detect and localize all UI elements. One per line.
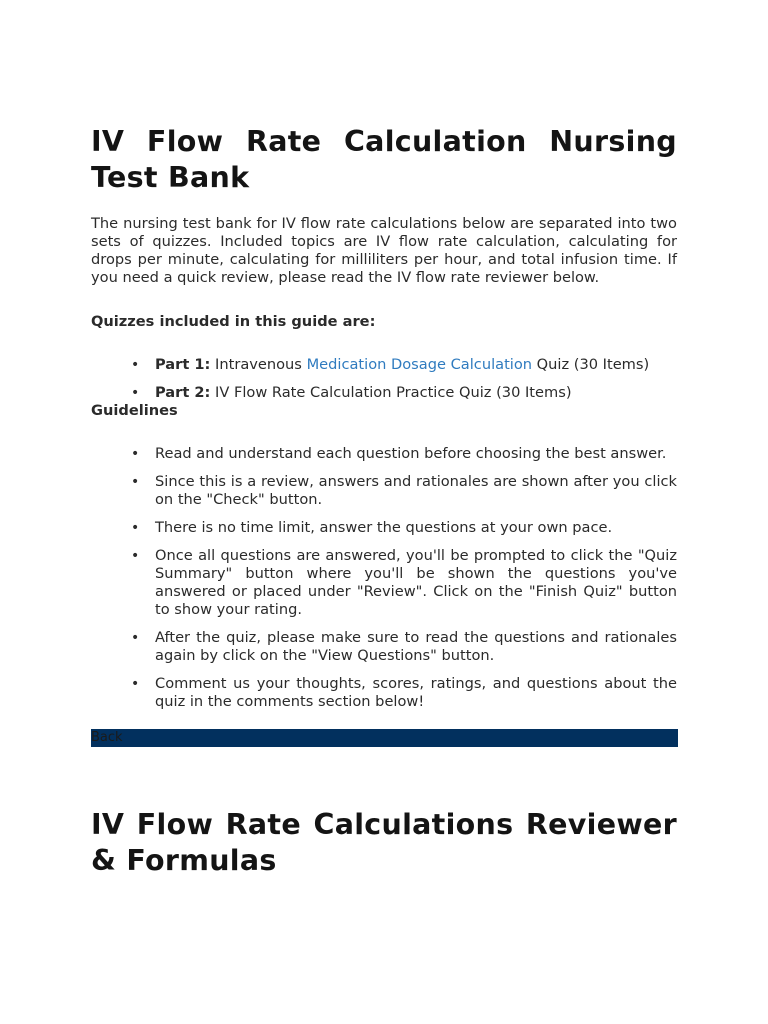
part-text: Quiz (30 Items): [532, 356, 650, 373]
guideline-text: After the quiz, please make sure to read the questions and rationales again by click on the "View Questions" button.: [155, 629, 677, 664]
bullet-icon: •: [131, 676, 140, 692]
medication-dosage-link[interactable]: Medication Dosage Calculation: [306, 356, 533, 373]
guideline-text: There is no time limit, answer the questions at your own pace.: [155, 519, 613, 536]
guideline-text: Comment us your thoughts, scores, ratings, and questions about the quiz in the comments section below!: [155, 675, 677, 710]
back-button[interactable]: [91, 729, 678, 747]
guidelines-heading: Guidelines: [91, 402, 178, 419]
guideline-text: Since this is a review, answers and rationales are shown after you click on the "Check" button.: [155, 473, 677, 508]
quiz-parts-list: [91, 356, 677, 412]
list-item: [91, 629, 677, 665]
page-title: IV Flow Rate Calculation Nursing Test Bank: [91, 125, 677, 194]
list-item: [91, 519, 677, 537]
list-item: [91, 473, 677, 509]
bullet-icon: •: [131, 446, 140, 462]
quizzes-heading: Quizzes included in this guide are:: [91, 313, 376, 330]
back-label[interactable]: Back: [91, 730, 123, 745]
bullet-icon: •: [131, 357, 140, 373]
bullet-icon: •: [131, 474, 140, 490]
part-label: Part 2:: [155, 384, 211, 401]
bullet-icon: •: [131, 385, 140, 401]
bullet-icon: •: [131, 520, 140, 536]
part-text: Intravenous: [210, 356, 307, 373]
list-item: [91, 675, 677, 711]
part-text: IV Flow Rate Calculation Practice Quiz (30 Items): [210, 384, 572, 401]
list-item: [91, 547, 677, 619]
bullet-icon: •: [131, 630, 140, 646]
list-item: [91, 445, 677, 463]
section-title: IV Flow Rate Calculations Reviewer & Formulas: [91, 808, 677, 877]
list-item: [91, 356, 677, 384]
bullet-icon: •: [131, 548, 140, 564]
guideline-text: Once all questions are answered, you'll be prompted to click the "Quiz Summary" button where you'll be shown the questions you've answered or placed under "Review". Click on the "Finish Quiz" button to show your rating.: [155, 547, 677, 618]
list-item: [91, 384, 677, 412]
guideline-text: Read and understand each question before choosing the best answer.: [155, 445, 667, 462]
part-label: Part 1:: [155, 356, 211, 373]
guidelines-list: [91, 445, 677, 721]
intro-paragraph: The nursing test bank for IV flow rate calculations below are separated into two sets of quizzes. Included topics are IV flow rate calculation, calculating for drops per minute, calculating for milliliters per hour, and total infusion time. If you need a quick review, please read the IV flow rate reviewer below.: [91, 215, 677, 286]
